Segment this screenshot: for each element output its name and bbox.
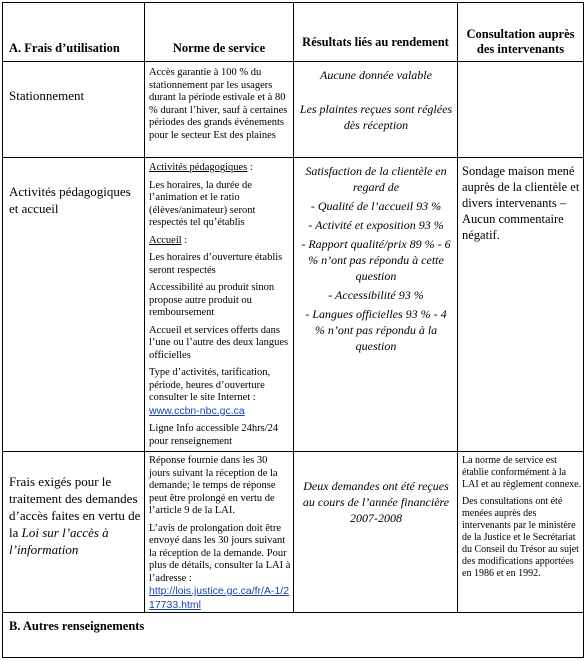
row-name-frais-acces xyxy=(9,473,141,558)
norme-paragraph: Réponse fournie dans les 30 jours suivant la réception de la demande; le temps de réponse peut être prolongé en vertu de l’article 9 de la LAI. xyxy=(149,455,278,516)
row-divider xyxy=(3,612,583,613)
norme-paragraph: Accueil et services offerts dans l’une ou l’autre des deux langues officielles xyxy=(149,324,289,361)
row-name-activites: Activités pédagogiques et accueil xyxy=(9,184,131,216)
header-resultats-text: Résultats liés au rendement xyxy=(302,34,449,49)
norme-heading-suffix: : xyxy=(247,162,253,173)
resultats-activites xyxy=(299,163,453,354)
header-frais-utilisation: A. Frais d’utilisation xyxy=(9,41,120,55)
row-name-stationnement: Stationnement xyxy=(9,88,85,103)
resultats-activites-line: - Rapport qualité/prix 89 % - 6 % n’ont pas répondu à cette question xyxy=(301,237,451,283)
norme-heading-suffix: : xyxy=(181,234,188,246)
resultats-activites-line: Satisfaction de la clientèle en regard de xyxy=(305,164,447,194)
norme-stationnement: Accès garantie à 100 % du stationnement par les usagers durant la période estivale et à 80 % durant l’hiver, sauf à certaines périodes des grands événements pour le secteur Est des plaines xyxy=(149,67,288,141)
header-norme-service: Norme de service xyxy=(172,41,266,55)
norme-paragraph: Les horaires, la durée de l’animation et le ratio (élèves/animateur) seront respectés tel qu’établis xyxy=(149,179,256,228)
norme-frais xyxy=(149,455,291,612)
resultats-stationnement-line: Aucune donnée valable xyxy=(320,68,432,82)
consultation-paragraph: Des consultations ont été menées auprès des intervenants par le ministère de la Justice et le Secrétariat du Conseil du Trésor au sujet des modifications apportées en 1986 et en 1992. xyxy=(462,496,579,579)
col-divider xyxy=(144,3,145,612)
lai-link[interactable]: http://lois.justice.gc.ca/fr/A-1/217733.html xyxy=(149,585,290,611)
section-b-heading: B. Autres renseignements xyxy=(9,619,145,633)
user-fees-table xyxy=(2,2,584,658)
col-divider xyxy=(457,3,458,612)
header-consultation-text: Consultation auprès des intervenants xyxy=(466,27,575,56)
consultation-frais xyxy=(462,455,583,580)
resultats-activites-line: - Qualité de l’accueil 93 % xyxy=(310,199,442,213)
norme-paragraph: Type d’activités, tarification, période, heures d’ouverture consulter le site Internet : xyxy=(149,367,271,403)
norme-paragraph: Ligne Info accessible 24hrs/24 pour renseignement xyxy=(149,423,279,447)
row-name-frais-text: Frais exigés pour le traitement des demandes d’accès faites en vertu de la xyxy=(9,474,141,540)
row-divider xyxy=(3,61,583,62)
header-resultats xyxy=(294,25,457,59)
resultats-stationnement-line: Les plaintes reçues sont réglées dès réception xyxy=(299,102,453,132)
norme-activites xyxy=(149,162,291,448)
col-divider xyxy=(293,3,294,612)
resultats-stationnement xyxy=(299,67,453,133)
row-divider xyxy=(3,157,583,158)
norme-heading-pedagogiques: Activités pédagogiques xyxy=(149,162,248,173)
resultats-activites-line: - Activité et exposition 93 % xyxy=(308,218,444,232)
consultation-paragraph: La norme de service est établie conformément à la LAI et au règlement connexe. xyxy=(462,455,582,490)
norme-paragraph: L’avis de prolongation doit être envoyé dans les 30 jours suivant la réception de la demande. Pour plus de détails, consulter la LAI à l’adresse : xyxy=(149,522,291,584)
ccbn-website-link[interactable]: www.ccbn-nbc.gc.ca xyxy=(149,404,245,417)
norme-paragraph: Accessibilité au produit sinon propose autre produit ou remboursement xyxy=(149,282,275,318)
consultation-activites: Sondage maison mené auprès de la clientèle et divers intervenants – Aucun commentaire négatif. xyxy=(462,164,580,242)
resultats-frais: Deux demandes ont été reçues au cours de l’année financière 2007-2008 xyxy=(302,479,450,525)
row-name-frais-law: Loi sur l’accès à l’information xyxy=(9,525,109,557)
resultats-activites-line: - Langues officielles 93 % - 4 % n’ont pas répondu à la question xyxy=(305,307,447,353)
row-divider xyxy=(3,451,583,452)
header-consultation xyxy=(458,25,583,59)
norme-paragraph: Les horaires d’ouverture établis seront respectés xyxy=(149,252,283,276)
norme-heading-accueil: Accueil xyxy=(149,234,182,246)
resultats-activites-line: - Accessibilité 93 % xyxy=(328,288,424,302)
